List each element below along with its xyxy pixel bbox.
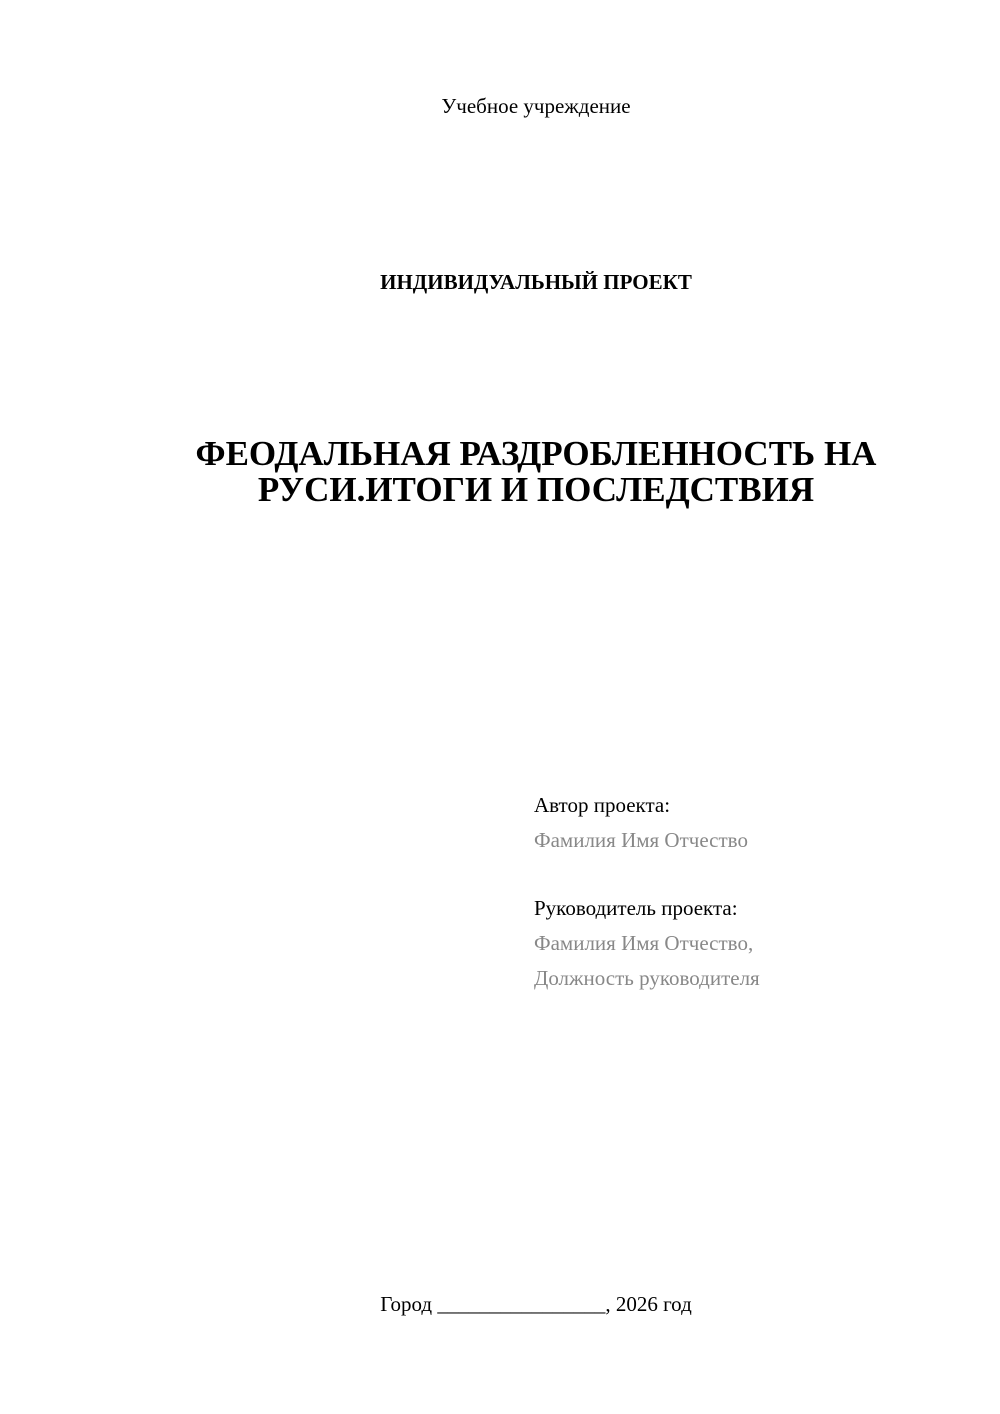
project-title bbox=[140, 436, 932, 508]
supervisor-position: Должность руководителя bbox=[534, 966, 760, 990]
author-name: Фамилия Имя Отчество bbox=[534, 828, 748, 852]
project-title-line-1: ФЕОДАЛЬНАЯ РАЗДРОБЛЕННОСТЬ НА bbox=[195, 434, 877, 473]
supervisor-name: Фамилия Имя Отчество, bbox=[534, 931, 754, 955]
city-year-footer: Город ________________, 2026 год bbox=[380, 1292, 692, 1316]
institution-name: Учебное учреждение bbox=[441, 94, 631, 118]
project-type-heading: ИНДИВИДУАЛЬНЫЙ ПРОЕКТ bbox=[380, 270, 692, 294]
credits-spacer bbox=[534, 858, 974, 891]
author-label: Автор проекта: bbox=[534, 793, 671, 817]
project-title-line-2: РУСИ.ИТОГИ И ПОСЛЕДСТВИЯ bbox=[257, 470, 815, 509]
supervisor-label: Руководитель проекта: bbox=[534, 896, 738, 920]
credits-block bbox=[534, 788, 974, 996]
